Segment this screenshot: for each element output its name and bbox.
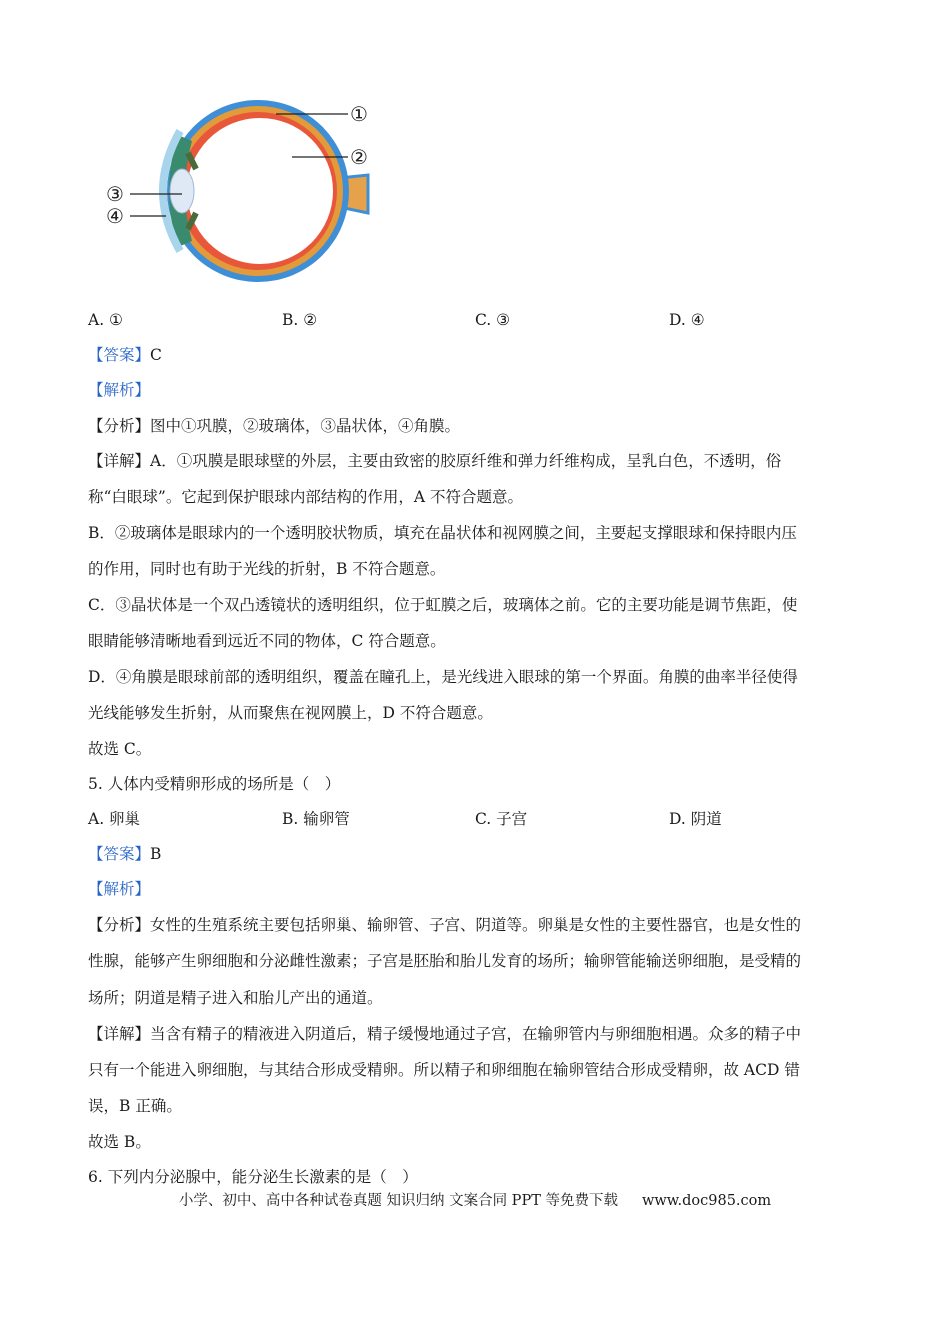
detail-text: 当含有精子的精液进入阴道后，精子缓慢地通过子宫，在输卵管内与卵细胞相遇。众多的精子中 — [150, 1025, 802, 1043]
q4-b-line-2: 的作用，同时也有助于光线的折射，B 不符合题意。 — [88, 560, 446, 578]
q5-conclusion: 故选 B。 — [88, 1133, 151, 1151]
q4-option-b: B. ② — [282, 311, 318, 329]
q5-fenxi-line-1 — [88, 915, 868, 935]
q4-option-a: A. ① — [88, 311, 123, 329]
callout-label-2: ② — [350, 145, 368, 169]
vitreous-shape — [187, 118, 333, 264]
q4-conclusion: 故选 C。 — [88, 740, 152, 758]
page-footer — [0, 1191, 950, 1211]
eyeball-illustration — [163, 100, 368, 282]
q5-fenxi-line-2: 性腺，能够产生卵细胞和分泌雌性激素；子宫是胚胎和胎儿发育的场所；输卵管能输送卵细胞，是受精的 — [88, 952, 802, 970]
q4-analysis-tag: 【解析】 — [88, 381, 151, 399]
footer-site-link[interactable]: www.doc985.com — [641, 1193, 772, 1209]
q5-detail-line-3: 误，B 正确。 — [88, 1097, 182, 1115]
q4-c-line-2: 眼睛能够清晰地看到远近不同的物体，C 符合题意。 — [88, 632, 446, 650]
eye-diagram — [100, 95, 390, 285]
q4-c-line-1: C．③晶状体是一个双凸透镜状的透明组织，位于虹膜之后，玻璃体之前。它的主要功能是调节焦距，使 — [88, 596, 798, 614]
q4-option-d: D. ④ — [669, 311, 705, 329]
answer-tag: 【答案】 — [88, 346, 151, 364]
q5-stem: 5. 人体内受精卵形成的场所是（ ） — [88, 775, 341, 793]
callout-label-3: ③ — [106, 182, 124, 206]
q6-stem: 6. 下列内分泌腺中，能分泌生长激素的是（ ） — [88, 1168, 418, 1186]
q5-option-c: C. 子宫 — [475, 810, 528, 828]
detail-tag: 【详解】 — [88, 452, 151, 470]
fenxi-text: 女性的生殖系统主要包括卵巢、输卵管、子宫、阴道等。卵巢是女性的主要性器官，也是女性的 — [150, 916, 802, 934]
fenxi-text: 图中①巩膜，②玻璃体，③晶状体，④角膜。 — [150, 417, 461, 435]
q5-option-b: B. 输卵管 — [282, 810, 350, 828]
callout-label-1: ① — [350, 102, 368, 126]
detail-text: A．①巩膜是眼球壁的外层，主要由致密的胶原纤维和弹力纤维构成，呈乳白色，不透明，俗 — [150, 452, 782, 470]
q5-option-d: D. 阴道 — [669, 810, 722, 828]
answer-value: C — [150, 346, 162, 364]
footer-text: 小学、初中、高中各种试卷真题 知识归纳 文案合同 PPT 等免费下载 — [178, 1193, 618, 1209]
q5-option-a: A. 卵巢 — [88, 810, 141, 828]
q4-d-line-2: 光线能够发生折射，从而聚焦在视网膜上，D 不符合题意。 — [88, 704, 493, 722]
detail-tag: 【详解】 — [88, 1025, 151, 1043]
q4-fenxi — [88, 416, 868, 436]
q5-detail-line-2: 只有一个能进入卵细胞，与其结合形成受精卵。所以精子和卵细胞在输卵管结合形成受精卵，故 ACD 错 — [88, 1061, 800, 1079]
q4-detail-line-1 — [88, 451, 868, 471]
answer-tag: 【答案】 — [88, 845, 151, 863]
q5-analysis-tag: 【解析】 — [88, 880, 151, 898]
q5-fenxi-line-3: 场所；阴道是精子进入和胎儿产出的通道。 — [88, 989, 383, 1007]
fenxi-tag: 【分析】 — [88, 417, 151, 435]
lens-shape — [170, 169, 194, 213]
q5-options — [88, 809, 868, 829]
q4-option-c: C. ③ — [475, 311, 511, 329]
q4-d-line-1: D．④角膜是眼球前部的透明组织，覆盖在瞳孔上，是光线进入眼球的第一个界面。角膜的曲率半径使得 — [88, 668, 798, 686]
q5-detail-line-1 — [88, 1024, 868, 1044]
callout-label-4: ④ — [106, 204, 124, 228]
fenxi-tag: 【分析】 — [88, 916, 151, 934]
q4-b-line-1: B．②玻璃体是眼球内的一个透明胶状物质，填充在晶状体和视网膜之间，主要起支撑眼球和保持眼内压 — [88, 524, 797, 542]
q4-detail-line-2: 称“白眼球”。它起到保护眼球内部结构的作用，A 不符合题意。 — [88, 488, 523, 506]
answer-value: B — [150, 845, 162, 863]
q4-options — [88, 310, 868, 330]
q5-answer — [88, 844, 868, 864]
q4-answer — [88, 345, 868, 365]
